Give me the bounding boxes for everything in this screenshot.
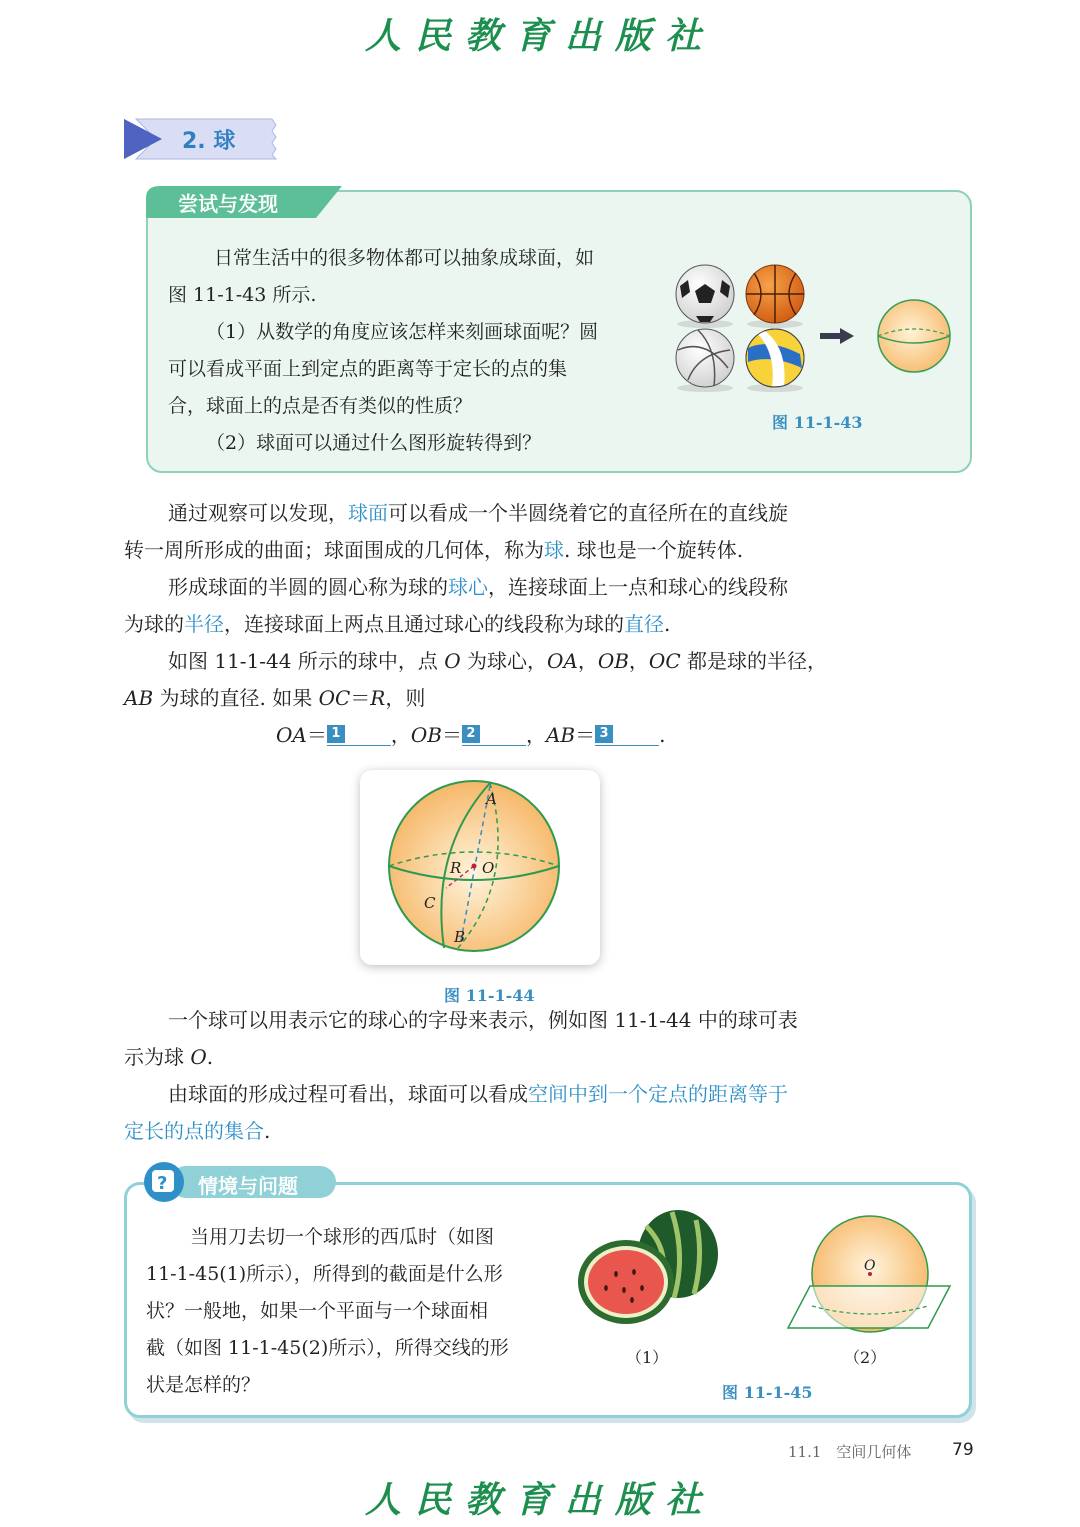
try-text-p3: （2）球面可以通过什么图形旋转得到？ bbox=[206, 432, 542, 454]
body-line-1 bbox=[168, 495, 788, 532]
basketball-icon bbox=[746, 265, 804, 328]
body-line-6 bbox=[124, 680, 425, 717]
sphere-plane-diagram bbox=[782, 1214, 954, 1336]
term-center: 球心 bbox=[448, 575, 488, 599]
text-run: 转一周所形成的曲面；球面围成的几何体，称为 bbox=[124, 538, 544, 562]
body-line-4 bbox=[124, 606, 670, 643]
term-diameter: 直径 bbox=[624, 612, 664, 636]
math-var: O bbox=[444, 649, 461, 673]
blank-answer-1[interactable] bbox=[327, 723, 391, 746]
term-sphere-surface: 球面 bbox=[348, 501, 388, 525]
soccer-ball-icon bbox=[676, 265, 734, 328]
text-run: . bbox=[206, 1045, 214, 1069]
blank-number-1: 1 bbox=[327, 725, 345, 743]
scenario-text-4: 截（如图 11-1-45(2)所示），所得交线的形 bbox=[146, 1337, 509, 1359]
text-run: . 球也是一个旋转体. bbox=[564, 538, 744, 562]
text-run: ， bbox=[525, 723, 546, 747]
arrow-right-icon bbox=[820, 328, 854, 344]
text-run: ，则 bbox=[385, 686, 426, 710]
text-run: ＝ bbox=[441, 723, 462, 747]
scenario-tab-label: 情境与问题 bbox=[198, 1174, 298, 1198]
blank-number-2: 2 bbox=[462, 725, 480, 743]
publisher-brand-header: 人民教育出版社 bbox=[364, 15, 715, 57]
math-var: OC bbox=[648, 649, 681, 673]
try-text-p2c: 合，球面上的点是否有类似的性质？ bbox=[168, 395, 473, 417]
label-O-45: O bbox=[864, 1258, 876, 1274]
text-run: . bbox=[659, 723, 666, 747]
text-run: ，连接球面上一点和球心的线段称 bbox=[488, 575, 788, 599]
math-var: OB bbox=[597, 649, 629, 673]
sphere-diagram bbox=[878, 300, 950, 372]
figure-11-1-43 bbox=[668, 258, 958, 394]
body-line-10 bbox=[124, 1113, 270, 1150]
body-line-7: 一个球可以用表示它的球心的字母来表示，例如图 11-1-44 中的球可表 bbox=[168, 1008, 798, 1032]
label-R: R bbox=[450, 859, 462, 877]
text-run: . bbox=[664, 612, 671, 636]
body-line-5 bbox=[168, 643, 827, 680]
label-A: A bbox=[486, 790, 497, 808]
term-radius: 半径 bbox=[184, 612, 224, 636]
math-var: OA bbox=[546, 649, 578, 673]
math-var: OA bbox=[276, 723, 307, 747]
math-var: O bbox=[190, 1045, 207, 1069]
term-sphere: 球 bbox=[544, 538, 564, 562]
blank-answer-2[interactable] bbox=[462, 723, 526, 746]
watermelon-image bbox=[576, 1196, 732, 1344]
text-run: ＝ bbox=[575, 723, 596, 747]
term-definition: 定长的点的集合 bbox=[124, 1119, 264, 1143]
text-run: 通过观察可以发现， bbox=[168, 501, 348, 525]
label-O: O bbox=[482, 859, 495, 877]
text-run: 示为球 bbox=[124, 1045, 191, 1069]
scenario-text-2: 11-1-45(1)所示），所得到的截面是什么形 bbox=[146, 1263, 503, 1285]
figure-sub-label-2: （2） bbox=[844, 1348, 887, 1367]
try-text-p1: 日常生活中的很多物体都可以抽象成球面，如 bbox=[214, 247, 595, 269]
math-var: R bbox=[370, 686, 386, 710]
text-run: 为球的直径. 如果 bbox=[153, 686, 319, 710]
section-title: 2. 球 bbox=[182, 129, 236, 154]
figure-sub-label-1: （1） bbox=[626, 1348, 669, 1367]
text-run: 形成球面的半圆的圆心称为球的 bbox=[168, 575, 448, 599]
body-line-8 bbox=[124, 1039, 213, 1076]
text-run: ＝ bbox=[350, 686, 371, 710]
text-run: 都是球的半径， bbox=[680, 649, 827, 673]
text-run: . bbox=[264, 1119, 271, 1143]
svg-text:?: ? bbox=[157, 1173, 168, 1194]
math-var: OB bbox=[410, 723, 442, 747]
label-B: B bbox=[454, 928, 466, 946]
body-line-2 bbox=[124, 532, 743, 569]
figure-caption-11-1-45: 图 11-1-45 bbox=[722, 1383, 813, 1402]
fill-in-formula bbox=[276, 717, 665, 754]
label-C: C bbox=[424, 894, 436, 912]
text-run: ， bbox=[390, 723, 411, 747]
text-run: 为球的 bbox=[124, 612, 184, 636]
scenario-text-5: 状是怎样的？ bbox=[146, 1374, 261, 1396]
text-run: 由球面的形成过程可看出，球面可以看成 bbox=[168, 1082, 528, 1106]
text-run: ， bbox=[577, 649, 598, 673]
math-var: AB bbox=[124, 686, 154, 710]
blank-answer-3[interactable] bbox=[595, 723, 659, 746]
volleyball-icon bbox=[676, 329, 734, 392]
text-run: ，连接球面上两点且通过球心的线段称为球的 bbox=[224, 612, 624, 636]
figure-11-1-44 bbox=[360, 770, 600, 965]
term-definition: 空间中到一个定点的距离等于 bbox=[528, 1082, 788, 1106]
try-text-p1b: 图 11-1-43 所示. bbox=[168, 284, 317, 306]
publisher-brand-footer: 人民教育出版社 bbox=[364, 1479, 715, 1521]
body-line-9 bbox=[168, 1076, 788, 1113]
scenario-text-1: 当用刀去切一个球形的西瓜时（如图 bbox=[190, 1226, 495, 1248]
text-run: 为球心， bbox=[460, 649, 547, 673]
blank-number-3: 3 bbox=[595, 725, 613, 743]
try-discover-tab-label: 尝试与发现 bbox=[178, 192, 278, 216]
question-icon bbox=[144, 1162, 184, 1202]
math-var: AB bbox=[545, 723, 576, 747]
math-var: OC bbox=[318, 686, 351, 710]
try-text-p2b: 可以看成平面上到定点的距离等于定长的点的集 bbox=[168, 358, 568, 380]
text-run: 可以看成一个半圆绕着它的直径所在的直线旋 bbox=[388, 501, 788, 525]
text-run: 如图 11-1-44 所示的球中，点 bbox=[168, 649, 445, 673]
scenario-text-3: 状？一般地，如果一个平面与一个球面相 bbox=[146, 1300, 489, 1322]
colored-volleyball-icon bbox=[746, 329, 804, 392]
text-run: ＝ bbox=[306, 723, 327, 747]
try-text-p2a: （1）从数学的角度应该怎样来刻画球面呢？圆 bbox=[206, 321, 599, 343]
footer-section-title: 11.1 空间几何体 bbox=[788, 1443, 912, 1461]
text-run: ， bbox=[628, 649, 649, 673]
body-line-3 bbox=[168, 569, 788, 606]
page-number: 79 bbox=[952, 1440, 974, 1460]
figure-caption-11-1-43: 图 11-1-43 bbox=[772, 413, 863, 432]
figure-caption-11-1-44: 图 11-1-44 bbox=[444, 986, 535, 1005]
